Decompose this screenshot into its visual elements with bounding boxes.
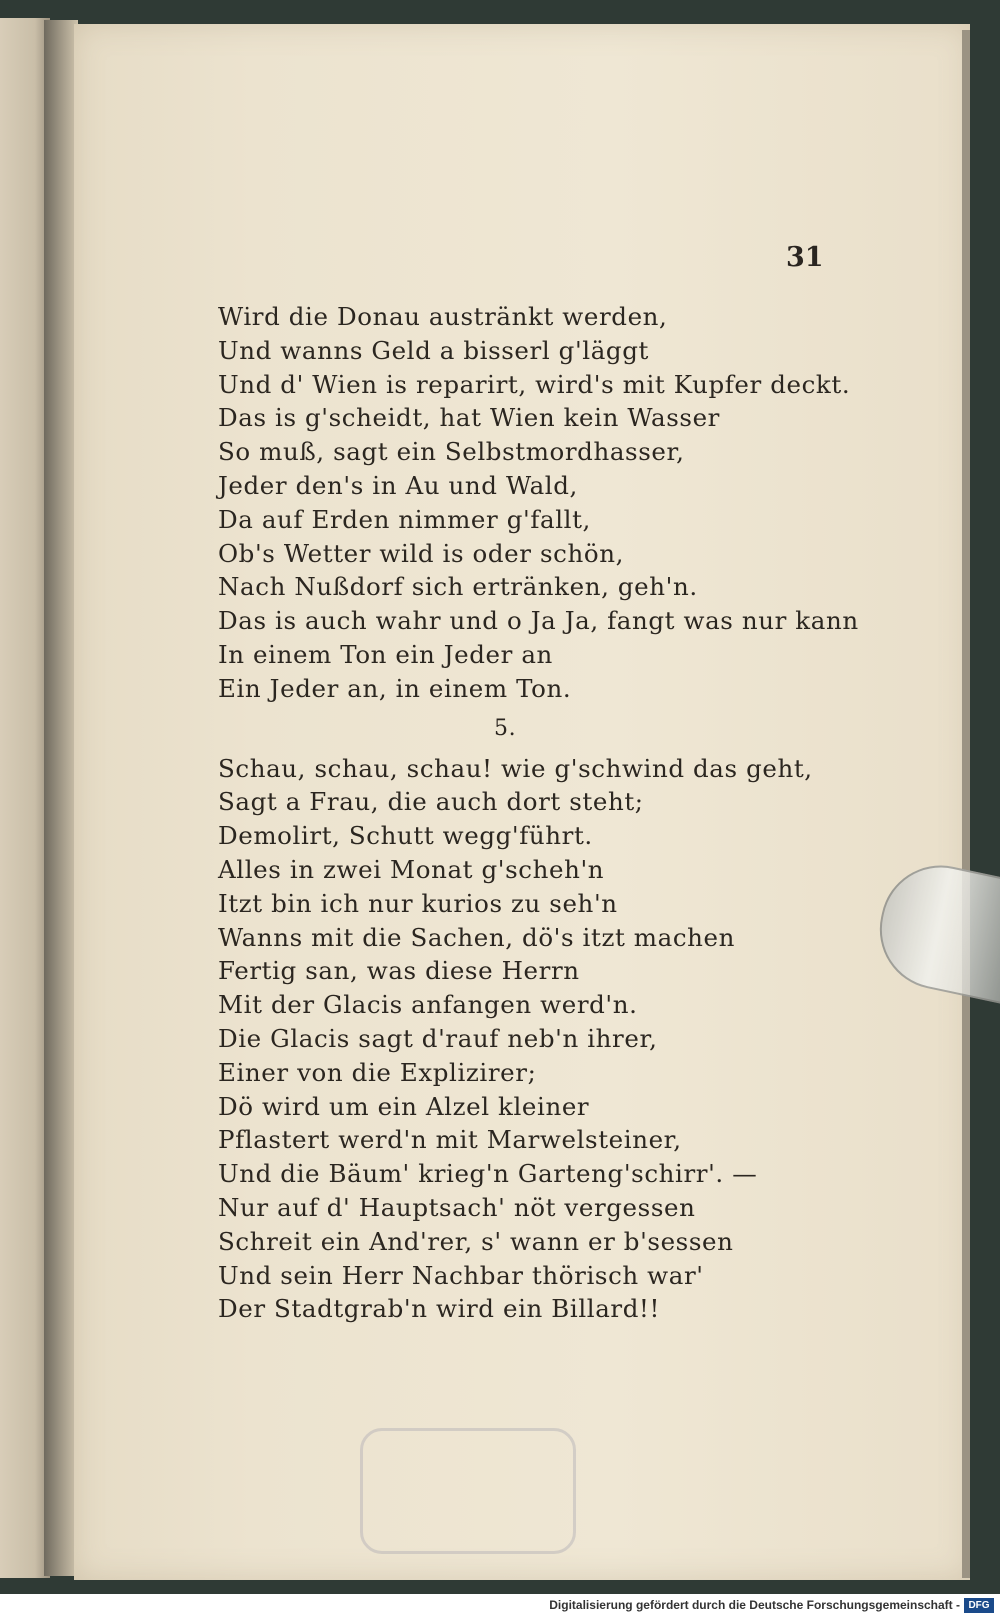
poem-text <box>218 300 938 1326</box>
poem-line: In einem Ton ein Jeder an <box>218 639 553 669</box>
poem-line: Und d' Wien is reparirt, wird's mit Kupfer deckt. <box>218 369 851 399</box>
poem-line: Ob's Wetter wild is oder schön, <box>218 538 624 568</box>
page-number: 31 <box>786 242 824 273</box>
poem-line: Nur auf d' Hauptsach' nöt vergessen <box>218 1192 696 1222</box>
poem-line: Schreit ein And'rer, s' wann er b'sessen <box>218 1226 734 1256</box>
poem-line: Das is g'scheidt, hat Wien kein Wasser <box>218 403 720 433</box>
poem-line: Sagt a Frau, die auch dort steht; <box>218 787 644 817</box>
poem-line: Und wanns Geld a bisserl g'läggt <box>218 335 649 365</box>
poem-line: So muß, sagt ein Selbstmordhasser, <box>218 437 685 467</box>
footer-credit: Digitalisierung gefördert durch die Deutsche Forschungsgemeinschaft - <box>549 1598 960 1612</box>
poem-line: Nach Nußdorf sich ertränken, geh'n. <box>218 572 698 602</box>
poem-line: Die Glacis sagt d'rauf neb'n ihrer, <box>218 1023 658 1053</box>
poem-line: Jeder den's in Au und Wald, <box>218 470 578 500</box>
poem-line: Mit der Glacis anfangen werd'n. <box>218 990 638 1020</box>
poem-line: Da auf Erden nimmer g'fallt, <box>218 504 591 534</box>
poem-line: Der Stadtgrab'n wird ein Billard!! <box>218 1294 660 1324</box>
poem-line: Fertig san, was diese Herrn <box>218 956 580 986</box>
poem-line: Wird die Donau austränkt werden, <box>218 302 668 331</box>
library-stamp <box>360 1428 576 1554</box>
page-edge <box>962 30 970 1578</box>
poem-line: Ein Jeder an, in einem Ton. <box>218 673 572 703</box>
poem-line: Alles in zwei Monat g'scheh'n <box>218 854 605 884</box>
poem-line: Einer von die Explizirer; <box>218 1057 537 1087</box>
dfg-logo-icon: DFG <box>964 1598 994 1613</box>
poem-line: Itzt bin ich nur kurios zu seh'n <box>218 888 618 918</box>
facing-page-edge <box>0 18 50 1578</box>
poem-line: Das is auch wahr und o Ja Ja, fangt was nur kann <box>218 606 859 636</box>
poem-line: Dö wird um ein Alzel kleiner <box>218 1091 590 1121</box>
poem-line: Und sein Herr Nachbar thörisch war' <box>218 1260 704 1290</box>
poem-line: Und die Bäum' krieg'n Garteng'schirr'. — <box>218 1159 758 1189</box>
book-spine-shadow <box>44 20 78 1576</box>
poem-line: Wanns mit die Sachen, dö's itzt machen <box>218 922 735 952</box>
poem-line: Demolirt, Schutt wegg'führt. <box>218 821 593 851</box>
poem-line: Pflastert werd'n mit Marwelsteiner, <box>218 1125 682 1155</box>
stanza-number: 5. <box>494 715 517 741</box>
poem-line: Schau, schau, schau! wie g'schwind das geht, <box>218 753 813 783</box>
